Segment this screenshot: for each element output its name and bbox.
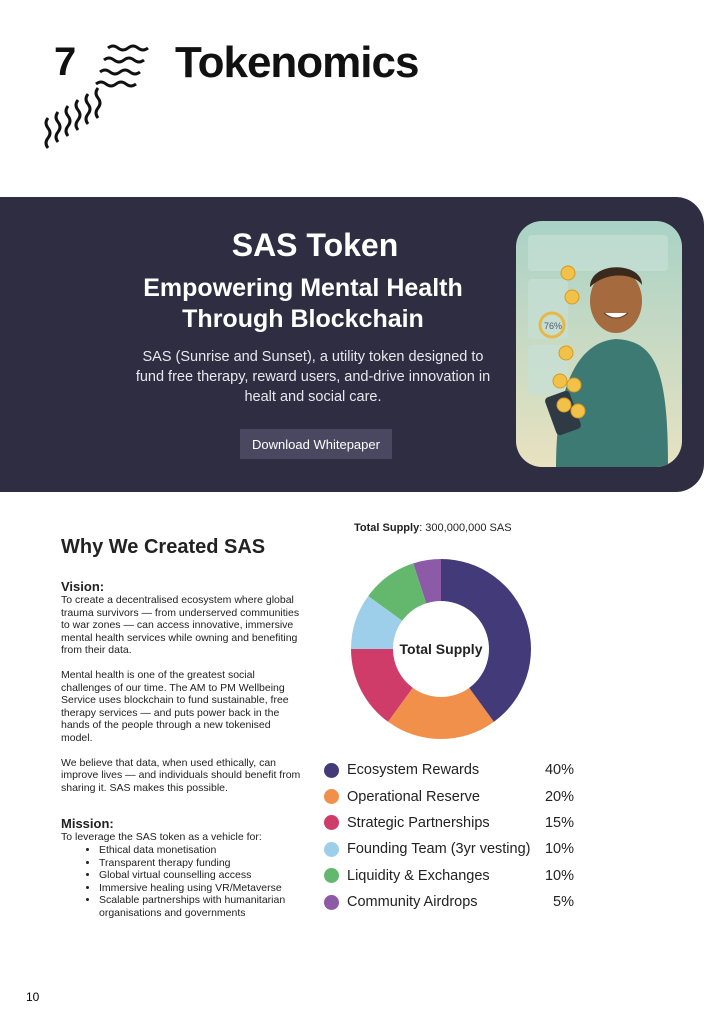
legend-value: 15%	[544, 814, 574, 831]
legend-label: Strategic Partnerships	[347, 814, 490, 831]
mission-intro: To leverage the SAS token as a vehicle for:	[61, 831, 262, 844]
mission-item: • Scalable partnerships with humanitarian organisations and governments	[99, 894, 301, 919]
legend-dot-icon	[324, 842, 339, 857]
wave-decoration-icon	[40, 40, 160, 160]
donut-center-label: Total Supply	[399, 641, 483, 657]
legend-dot-icon	[324, 763, 339, 778]
vision-paragraph: To create a decentralised ecosystem where global trauma survivors — from underserved communities to war zones — can access innovative, immersive mental health services while owning and benefiting from their data.	[61, 594, 300, 657]
vision-paragraph: Mental health is one of the greatest social challenges of our time. The AM to PM Wellbeing Service uses blockchain to fund sustainable, free therapy services — and puts power back in the hands of the people through a new tokenised model.	[61, 668, 289, 744]
legend-item	[324, 757, 574, 783]
legend-value: 10%	[544, 841, 574, 858]
legend-dot-icon	[324, 815, 339, 830]
legend-value: 5%	[553, 894, 574, 911]
illustration-badge: 76%	[544, 321, 563, 331]
vision-label: Vision:	[61, 579, 105, 594]
legend-label: Founding Team (3yr vesting)	[347, 841, 531, 858]
legend-item	[324, 863, 574, 889]
legend-label: Ecosystem Rewards	[347, 762, 480, 779]
legend-value: 10%	[544, 867, 574, 884]
hero-subtitle-line: Empowering Mental Health	[143, 274, 463, 302]
mission-item: • Transparent therapy funding	[99, 857, 301, 870]
hero-subtitle-line: Through Blockchain	[182, 305, 424, 333]
page-title: Tokenomics	[175, 38, 419, 87]
total-supply-caption	[354, 522, 512, 534]
page-number: 10	[26, 990, 40, 1004]
man-with-phone-illustration	[516, 221, 682, 467]
mission-item: • Immersive healing using VR/Metaverse	[99, 882, 301, 895]
mission-label: Mission:	[61, 816, 114, 832]
section-number: 7	[54, 40, 77, 84]
why-section	[61, 536, 301, 919]
total-supply-value: : 300,000,000 SAS	[419, 522, 512, 534]
legend-dot-icon	[324, 895, 339, 910]
legend-item	[324, 889, 574, 915]
legend-dot-icon	[324, 868, 339, 883]
mission-list	[61, 844, 301, 920]
legend-label: Community Airdrops	[347, 894, 478, 911]
legend-item	[324, 810, 574, 836]
download-whitepaper-button[interactable]: Download Whitepaper	[240, 429, 392, 459]
hero-title: SAS Token	[231, 227, 399, 263]
legend-dot-icon	[324, 789, 339, 804]
legend-item	[324, 836, 574, 862]
mission-item: • Ethical data monetisation	[99, 844, 301, 857]
why-heading: Why We Created SAS	[61, 536, 266, 558]
supply-donut-chart	[340, 548, 540, 748]
hero-banner	[0, 197, 704, 492]
legend-label: Liquidity & Exchanges	[347, 867, 490, 884]
legend-value: 20%	[544, 788, 574, 805]
hero-description: SAS (Sunrise and Sunset), a utility token designed to fund free therapy, reward users, and-drive innovation in healt and social care.	[135, 349, 491, 405]
legend-item	[324, 783, 574, 809]
mission-item: • Global virtual counselling access	[99, 869, 301, 882]
legend-label: Operational Reserve	[347, 788, 480, 805]
chart-legend	[324, 757, 574, 915]
vision-paragraph: We believe that data, when used ethically, can improve lives — and individuals should benefit from sharing it. SAS makes this possible.	[61, 756, 301, 794]
total-supply-label: Total Supply	[354, 522, 420, 534]
legend-value: 40%	[544, 762, 574, 779]
